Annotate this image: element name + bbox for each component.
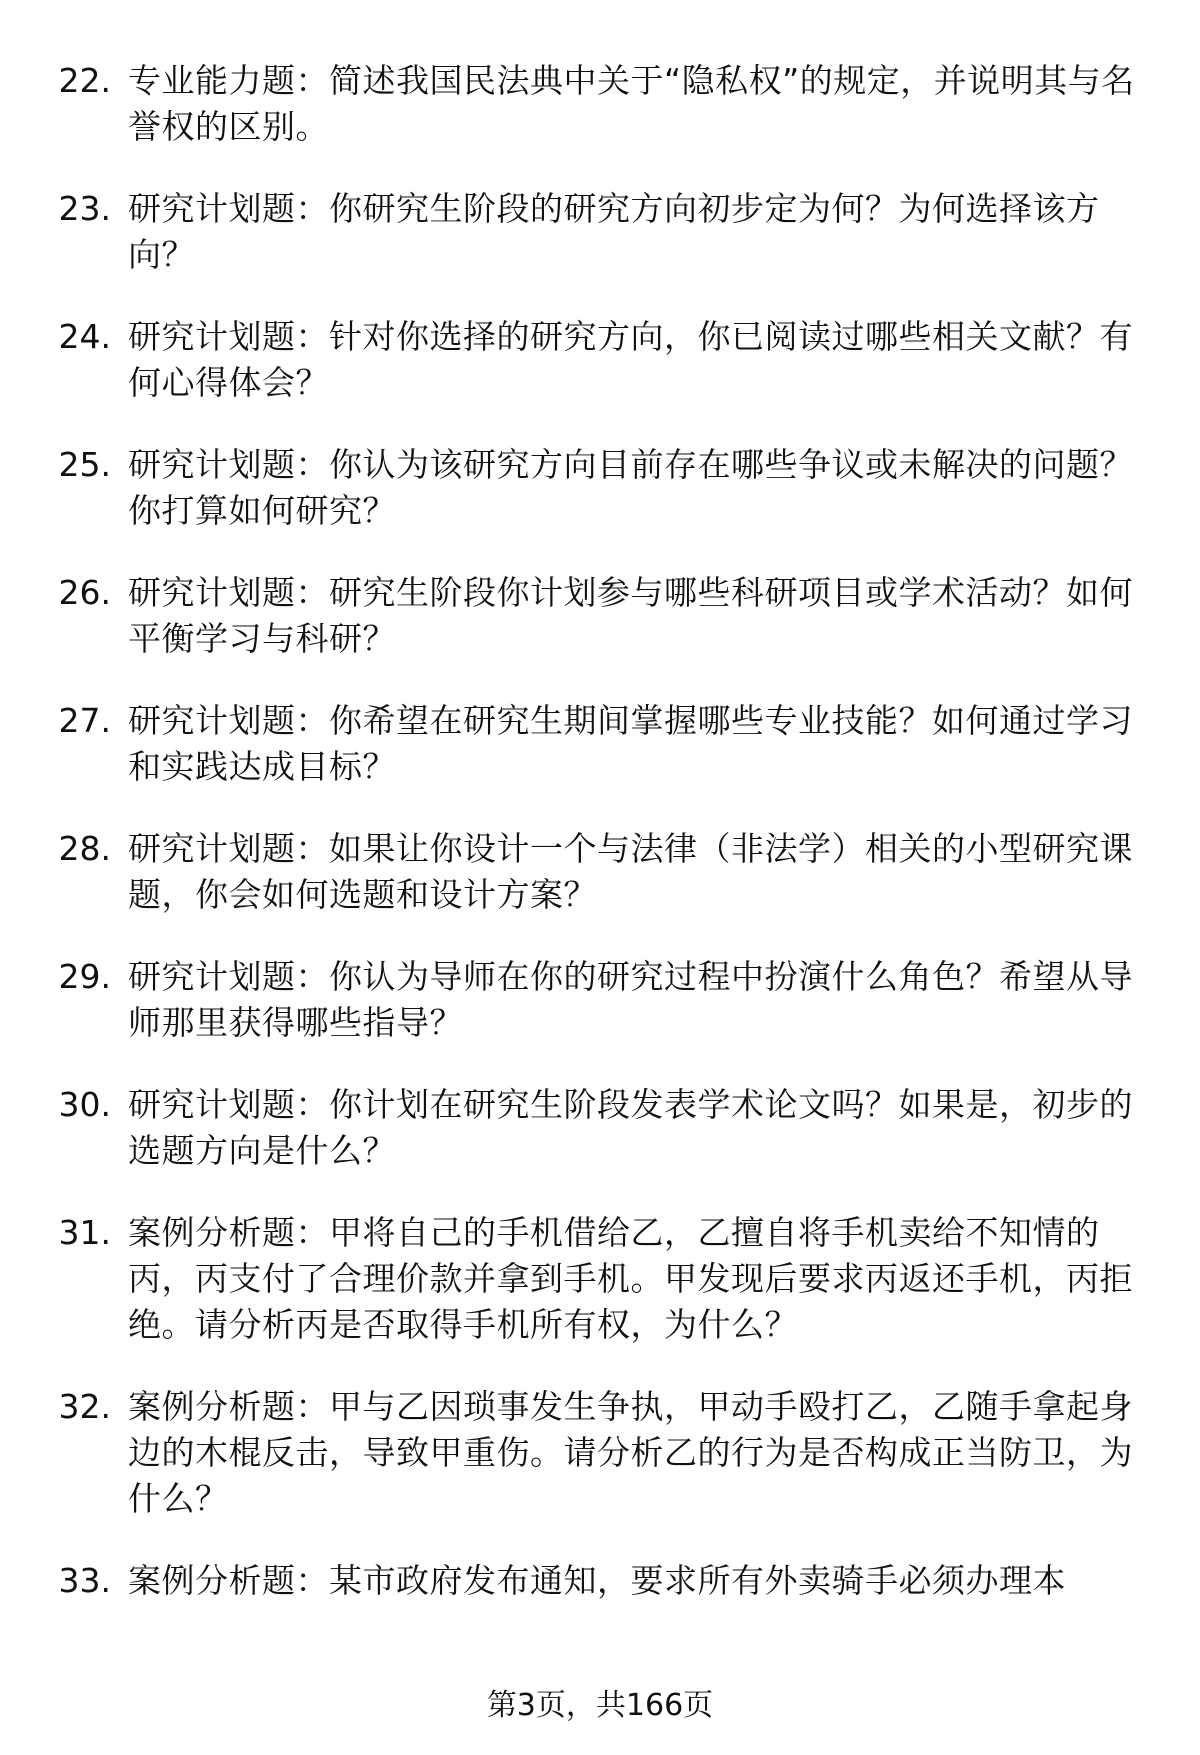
question-number: 28.: [58, 829, 111, 868]
question-number: 27.: [58, 701, 111, 740]
question-text: 案例分析题：甲将自己的手机借给乙，乙擅自将手机卖给不知情的丙，丙支付了合理价款并拿到手机。甲发现后要求丙返还手机，丙拒绝。请分析丙是否取得手机所有权，为什么？: [128, 1213, 1133, 1344]
question-text: 案例分析题：甲与乙因琐事发生争执，甲动手殴打乙，乙随手拿起身边的木棍反击，导致甲重伤。请分析乙的行为是否构成正当防卫，为什么？: [128, 1387, 1133, 1518]
question-list: [55, 58, 1155, 1640]
question-number: 29.: [58, 957, 111, 996]
question-text: 研究计划题：你计划在研究生阶段发表学术论文吗？如果是，初步的选题方向是什么？: [128, 1085, 1133, 1170]
list-item: [55, 1558, 1155, 1604]
list-item: [55, 570, 1155, 662]
question-number: 32.: [58, 1387, 111, 1426]
page-footer: 第3页，共166页: [486, 1688, 714, 1723]
question-number: 30.: [58, 1085, 111, 1124]
list-item: [55, 442, 1155, 534]
question-text: 研究计划题：你认为导师在你的研究过程中扮演什么角色？希望从导师那里获得哪些指导？: [128, 957, 1133, 1042]
question-text: 研究计划题：你希望在研究生期间掌握哪些专业技能？如何通过学习和实践达成目标？: [128, 701, 1133, 786]
list-item: [55, 698, 1155, 790]
list-item: [55, 1210, 1155, 1348]
question-text: 研究计划题：你研究生阶段的研究方向初步定为何？为何选择该方向？: [128, 189, 1100, 274]
question-text: 研究计划题：研究生阶段你计划参与哪些科研项目或学术活动？如何平衡学习与科研？: [128, 573, 1133, 658]
question-text: 研究计划题：你认为该研究方向目前存在哪些争议或未解决的问题？你打算如何研究？: [128, 445, 1133, 530]
question-text: 研究计划题：如果让你设计一个与法律（非法学）相关的小型研究课题，你会如何选题和设计方案？: [128, 829, 1133, 914]
question-number: 22.: [58, 61, 111, 100]
list-item: [55, 954, 1155, 1046]
question-number: 26.: [58, 573, 111, 612]
question-number: 31.: [58, 1213, 111, 1252]
question-text: 专业能力题：简述我国民法典中关于“隐私权”的规定，并说明其与名誉权的区别。: [128, 61, 1135, 146]
question-number: 25.: [58, 445, 111, 484]
list-item: [55, 58, 1155, 150]
list-item: [55, 1082, 1155, 1174]
question-text: 研究计划题：针对你选择的研究方向，你已阅读过哪些相关文献？有何心得体会？: [128, 317, 1133, 402]
list-item: [55, 186, 1155, 278]
list-item: [55, 1384, 1155, 1522]
list-item: [55, 314, 1155, 406]
question-number: 23.: [58, 189, 111, 228]
question-number: 24.: [58, 317, 111, 356]
list-item: [55, 826, 1155, 918]
question-text: 案例分析题：某市政府发布通知，要求所有外卖骑手必须办理本: [128, 1561, 1066, 1600]
question-number: 33.: [58, 1561, 111, 1600]
